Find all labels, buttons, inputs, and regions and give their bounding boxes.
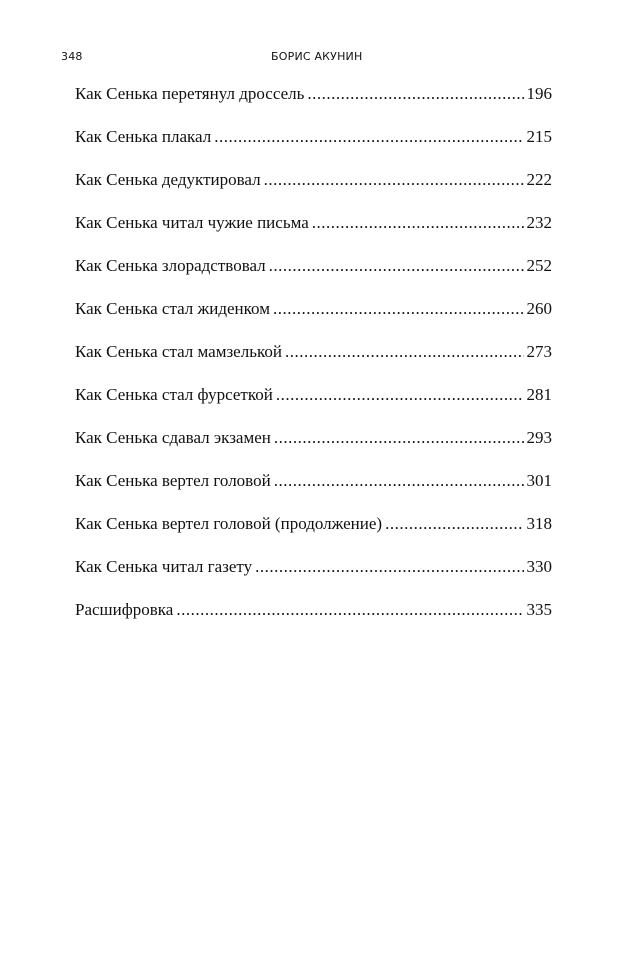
toc-entry-title: Как Сенька плакал	[75, 127, 212, 146]
page-header	[61, 50, 638, 68]
toc-entry	[75, 299, 552, 342]
toc-entry-title: Как Сенька дедуктировал	[75, 170, 261, 189]
toc-entry	[75, 428, 552, 471]
toc-entry-page: 215	[526, 127, 552, 146]
toc-entry-title: Как Сенька стал фурсеткой	[75, 385, 273, 404]
toc-entry-title: Как Сенька злорадствовал	[75, 256, 266, 275]
toc-entry	[75, 256, 552, 299]
toc-dot-leader	[307, 84, 523, 104]
toc-entry-title: Как Сенька читал чужие письма	[75, 213, 309, 232]
toc-entry-page: 330	[526, 557, 552, 576]
toc-entry-title: Как Сенька сдавал экзамен	[75, 428, 271, 447]
toc-entry-page: 252	[526, 256, 552, 275]
toc-entry-page: 196	[526, 84, 552, 103]
toc-entry-page: 318	[526, 514, 552, 533]
toc-entry-page: 281	[526, 385, 552, 404]
toc-dot-leader	[255, 557, 523, 577]
toc-dot-leader	[274, 428, 524, 448]
toc-entry-title: Как Сенька вертел головой (продолжение)	[75, 514, 383, 533]
toc-dot-leader	[214, 127, 523, 147]
toc-entry	[75, 385, 552, 428]
toc-dot-leader	[276, 385, 524, 405]
toc-dot-leader	[285, 342, 524, 362]
toc-entry	[75, 213, 552, 256]
toc-entry-page: 301	[526, 471, 552, 490]
toc-dot-leader	[269, 256, 524, 276]
toc-entry-title: Расшифровка	[75, 600, 174, 619]
toc-entry-page: 222	[526, 170, 552, 189]
table-of-contents	[75, 84, 552, 643]
toc-entry-page: 335	[526, 600, 552, 619]
toc-dot-leader	[385, 514, 523, 534]
toc-entry-page: 293	[526, 428, 552, 447]
toc-entry-page: 260	[526, 299, 552, 318]
running-title: БОРИС АКУНИН	[271, 50, 363, 63]
toc-dot-leader	[274, 471, 524, 491]
toc-entry	[75, 170, 552, 213]
toc-entry	[75, 514, 552, 557]
toc-dot-leader	[273, 299, 524, 319]
page-number: 348	[61, 50, 83, 63]
toc-entry-title: Как Сенька стал мамзелькой	[75, 342, 282, 361]
toc-entry-page: 273	[526, 342, 552, 361]
toc-entry-title: Как Сенька стал жиденком	[75, 299, 270, 318]
toc-dot-leader	[176, 600, 523, 620]
toc-entry-title: Как Сенька вертел головой	[75, 471, 271, 490]
toc-entry	[75, 84, 552, 127]
toc-entry	[75, 342, 552, 385]
toc-entry	[75, 127, 552, 170]
toc-dot-leader	[312, 213, 524, 233]
toc-entry	[75, 600, 552, 643]
toc-entry	[75, 471, 552, 514]
toc-entry-title: Как Сенька читал газету	[75, 557, 253, 576]
toc-dot-leader	[264, 170, 524, 190]
toc-entry-page: 232	[526, 213, 552, 232]
toc-entry	[75, 557, 552, 600]
toc-entry-title: Как Сенька перетянул дроссель	[75, 84, 305, 103]
